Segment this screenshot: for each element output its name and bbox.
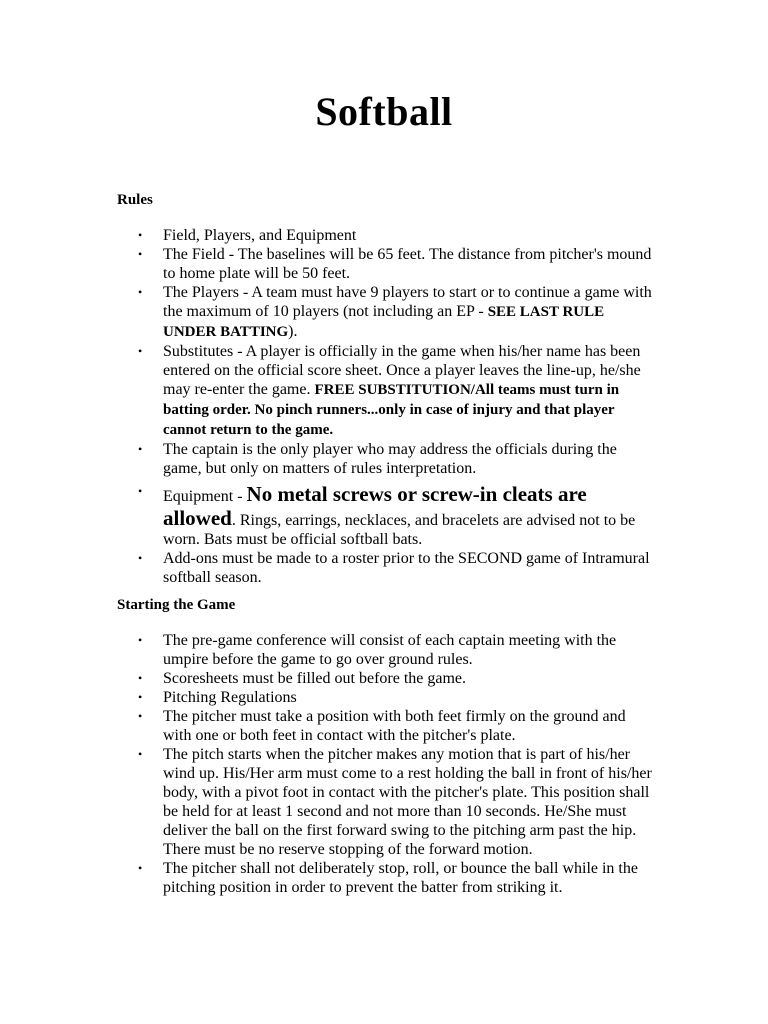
- item-text-after: . Rings, earrings, necklaces, and bracelets are advised not to be worn. Bats must be official softball bats.: [163, 512, 636, 548]
- item-bold-text: SEE LAST RULE UNDER BATTING: [163, 304, 605, 340]
- list-item: [117, 440, 657, 478]
- list-item: [117, 283, 657, 342]
- list-item: [117, 482, 657, 549]
- item-big-bold-text: No metal screws or screw-in cleats are allowed: [163, 482, 587, 530]
- item-text: Substitutes - A player is officially in the game when his/her name has been entered on the official score sheet. Once a player leaves the line-up, he/she may re-enter the game.: [163, 343, 641, 398]
- section-heading-rules: Rules: [117, 192, 153, 208]
- item-text: Pitching Regulations: [163, 689, 297, 706]
- list-item: [117, 745, 657, 859]
- item-text: The Players - A team must have 9 players to start or to continue a game with the maximum of 10 players (not including an EP -: [163, 284, 652, 320]
- item-bold-text: FREE SUBSTITUTION/All teams must turn in batting order. No pinch runners...only in case of injury and that player cannot return to the game.: [163, 382, 620, 438]
- item-text: Scoresheets must be filled out before the game.: [163, 670, 467, 687]
- list-item: [117, 707, 657, 745]
- item-text: The captain is the only player who may address the officials during the game, but only on matters of rules interpretation.: [163, 441, 617, 477]
- list-item: [117, 859, 657, 897]
- list-item: [117, 342, 657, 440]
- item-text: The pre-game conference will consist of each captain meeting with the umpire before the game to go over ground rules.: [163, 632, 617, 668]
- item-text: Add-ons must be made to a roster prior to the SECOND game of Intramural softball season.: [163, 550, 650, 586]
- starting-list: [117, 631, 657, 897]
- page-title: Softball: [315, 89, 453, 134]
- item-text: The pitch starts when the pitcher makes any motion that is part of his/her wind up. His/Her arm must come to a rest holding the ball in front of his/her body, with a pivot foot in contact with the pitcher's plate. This position shall be held for at least 1 second and not more than 10 seconds. He/She must deliver the ball on the first forward swing to the pitching arm past the hip. There must be no reserve stopping of the forward motion.: [163, 746, 652, 858]
- item-text: The pitcher shall not deliberately stop, roll, or bounce the ball while in the pitching position in order to prevent the batter from striking it.: [163, 860, 638, 896]
- item-text: The pitcher must take a position with both feet firmly on the ground and with one or both feet in contact with the pitcher's plate.: [163, 708, 626, 744]
- list-item: [117, 631, 657, 669]
- list-item: [117, 669, 657, 688]
- list-item: [117, 245, 657, 283]
- item-text: Equipment -: [163, 488, 247, 505]
- item-text: Field, Players, and Equipment: [163, 227, 357, 244]
- item-text-after: ).: [288, 323, 298, 340]
- rules-list: [117, 226, 657, 587]
- list-item: [117, 226, 657, 245]
- list-item: [117, 549, 657, 587]
- section-heading-starting: Starting the Game: [117, 597, 236, 613]
- list-item: [117, 688, 657, 707]
- item-text: The Field - The baselines will be 65 feet. The distance from pitcher's mound to home plate will be 50 feet.: [163, 246, 652, 282]
